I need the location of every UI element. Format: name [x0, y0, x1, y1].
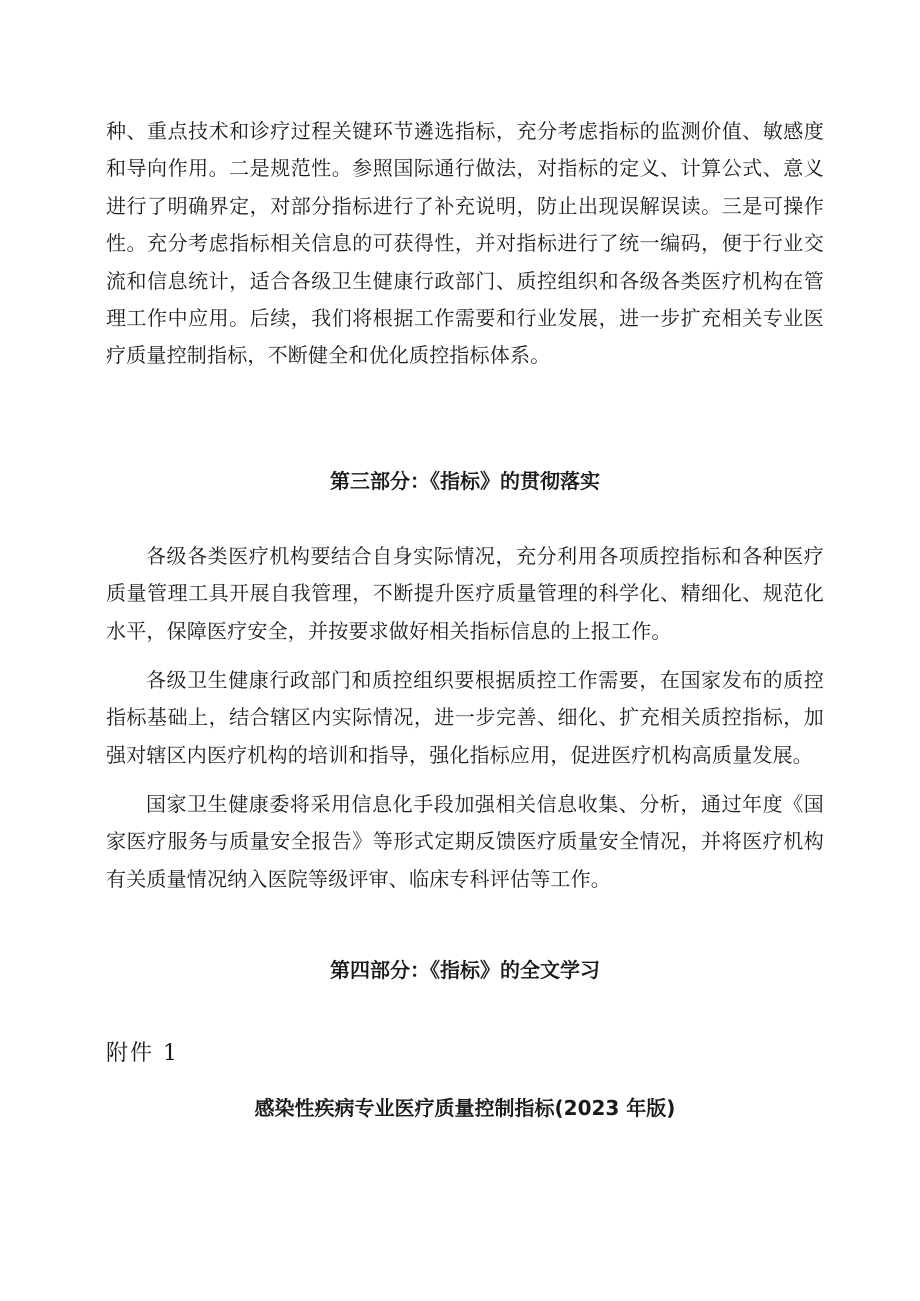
body-paragraph-continued: 种、重点技术和诊疗过程关键环节遴选指标，充分考虑指标的监测价值、敏感度和导向作用。二是规范性。参照国际通行做法，对指标的定义、计算公式、意义进行了明确界定，对部分指标进行了补充说明，防止出现误解误读。三是可操作性。充分考虑指标相关信息的可获得性，并对指标进行了统一编码，便于行业交流和信息统计，适合各级卫生健康行政部门、质控组织和各级各类医疗机构在管理工作中应用。后续，我们将根据工作需要和行业发展，进一步扩充相关专业医疗质量控制指标，不断健全和优化质控指标体系。	[106, 119, 824, 368]
body-paragraph: 各级卫生健康行政部门和质控组织要根据质控工作需要，在国家发布的质控指标基础上，结合辖区内实际情况，进一步完善、细化、扩充相关质控指标，加强对辖区内医疗机构的培训和指导，强化指标应用，促进医疗机构高质量发展。	[106, 668, 824, 767]
body-paragraph: 各级各类医疗机构要结合自身实际情况，充分利用各项质控指标和各种医疗质量管理工具开展自我管理，不断提升医疗质量管理的科学化、精细化、规范化水平，保障医疗安全，并按要求做好相关指标信息的上报工作。	[106, 544, 824, 643]
section-heading-part-three: 第三部分：《指标》的贯彻落实	[330, 469, 600, 493]
body-paragraph: 国家卫生健康委将采用信息化手段加强相关信息收集、分析，通过年度《国家医疗服务与质量安全报告》等形式定期反馈医疗质量安全情况，并将医疗机构有关质量情况纳入医院等级评审、临床专科评估等工作。	[106, 792, 824, 891]
attachment-label: 附件 1	[106, 1041, 179, 1066]
section-heading-part-four: 第四部分：《指标》的全文学习	[330, 958, 600, 982]
attachment-title: 感染性疾病专业医疗质量控制指标(2023 年版)	[254, 1096, 676, 1120]
